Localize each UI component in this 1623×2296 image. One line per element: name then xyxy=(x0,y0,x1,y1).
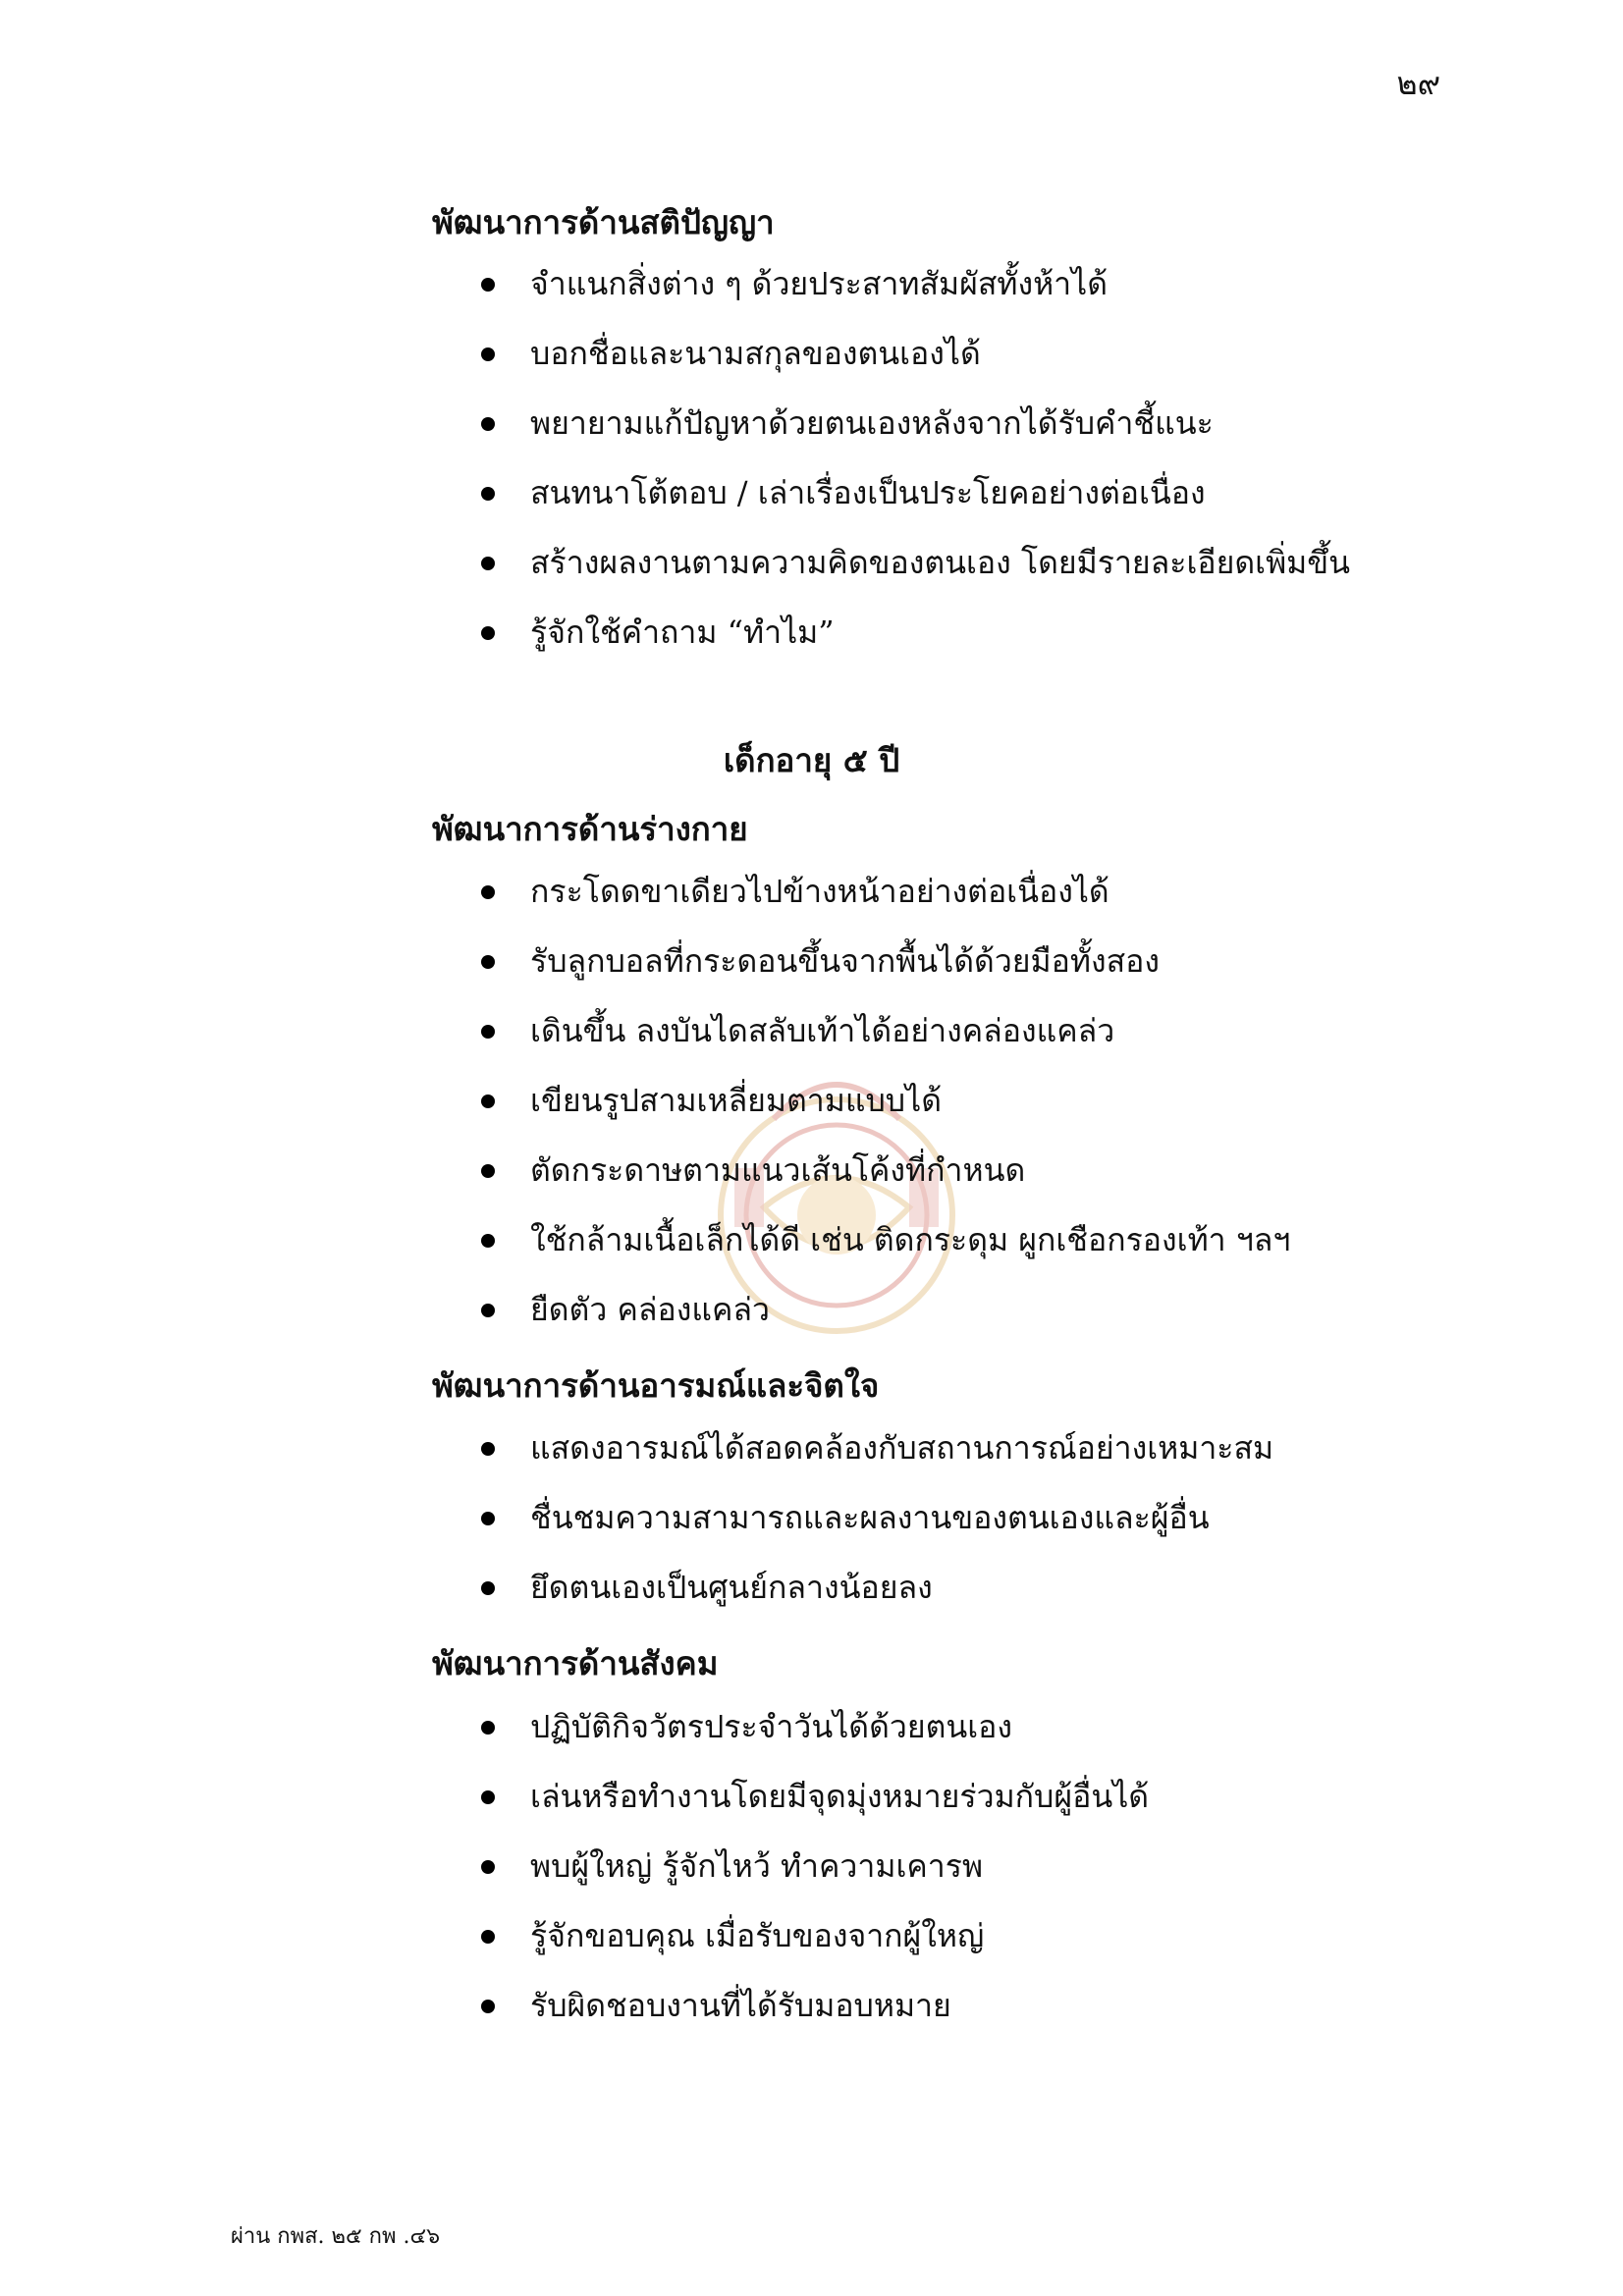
bullet-icon xyxy=(481,1860,495,1874)
bullet-list-intellect xyxy=(0,249,1350,667)
bullet-icon xyxy=(481,278,495,292)
list-item: พบผู้ใหญ่ รู้จักไหว้ ทำความเคารพ xyxy=(0,1832,1149,1901)
bullet-icon xyxy=(481,885,495,899)
list-item: ปฏิบัติกิจวัตรประจำวันได้ด้วยตนเอง xyxy=(0,1692,1149,1762)
bullet-icon xyxy=(481,1790,495,1804)
bullet-icon xyxy=(481,955,495,969)
list-item: แสดงอารมณ์ได้สอดคล้องกับสถานการณ์อย่างเหมาะสม xyxy=(0,1414,1273,1483)
list-item: กระโดดขาเดียวไปข้างหน้าอย่างต่อเนื่องได้ xyxy=(0,857,1290,927)
bullet-icon xyxy=(481,1721,495,1735)
list-item: พยายามแก้ปัญหาด้วยตนเองหลังจากได้รับคำชี้แนะ xyxy=(0,389,1350,458)
list-item: ยืดตัว คล่องแคล่ว xyxy=(0,1275,1290,1345)
section-heading-emotional: พัฒนาการด้านอารมณ์และจิตใจ xyxy=(432,1366,880,1405)
section-heading-intellect: พัฒนาการด้านสติปัญญา xyxy=(432,203,775,241)
section-heading-physical: พัฒนาการด้านร่างกาย xyxy=(432,810,748,848)
list-item: รู้จักใช้คำถาม “ทำไม” xyxy=(0,598,1350,667)
list-item: รับลูกบอลที่กระดอนขึ้นจากพื้นได้ด้วยมือทั้งสอง xyxy=(0,927,1290,996)
list-item: รู้จักขอบคุณ เมื่อรับของจากผู้ใหญ่ xyxy=(0,1901,1149,1971)
list-item: ตัดกระดาษตามแนวเส้นโค้งที่กำหนด xyxy=(0,1136,1290,1205)
bullet-list-physical xyxy=(0,857,1290,1345)
list-item: เล่นหรือทำงานโดยมีจุดมุ่งหมายร่วมกับผู้อื่นได้ xyxy=(0,1762,1149,1832)
bullet-icon xyxy=(481,557,495,570)
bullet-icon xyxy=(481,1095,495,1108)
bullet-icon xyxy=(481,1304,495,1317)
bullet-icon xyxy=(481,2000,495,2013)
list-item: เดินขึ้น ลงบันไดสลับเท้าได้อย่างคล่องแคล่ว xyxy=(0,996,1290,1066)
bullet-icon xyxy=(481,1025,495,1039)
list-item: ยึดตนเองเป็นศูนย์กลางน้อยลง xyxy=(0,1553,1273,1623)
list-item: สนทนาโต้ตอบ / เล่าเรื่องเป็นประโยคอย่างต่อเนื่อง xyxy=(0,458,1350,528)
bullet-icon xyxy=(481,626,495,640)
bullet-icon xyxy=(481,1234,495,1248)
bullet-icon xyxy=(481,1442,495,1456)
bullet-icon xyxy=(481,1581,495,1595)
bullet-icon xyxy=(481,417,495,431)
list-item: ชื่นชมความสามารถและผลงานของตนเองและผู้อื่น xyxy=(0,1483,1273,1553)
list-item: สร้างผลงานตามความคิดของตนเอง โดยมีรายละเอียดเพิ่มขึ้น xyxy=(0,528,1350,598)
section-heading-social: พัฒนาการด้านสังคม xyxy=(432,1644,719,1682)
list-item: เขียนรูปสามเหลี่ยมตามแบบได้ xyxy=(0,1066,1290,1136)
page-number: ๒๙ xyxy=(1396,65,1440,102)
bullet-icon xyxy=(481,487,495,501)
bullet-list-social xyxy=(0,1692,1149,2041)
bullet-icon xyxy=(481,1930,495,1944)
bullet-list-emotional xyxy=(0,1414,1273,1623)
footer-note: ผ่าน กพส. ๒๕ กพ .๔๖ xyxy=(231,2224,441,2249)
list-item: บอกชื่อและนามสกุลของตนเองได้ xyxy=(0,319,1350,389)
bullet-icon xyxy=(481,1512,495,1525)
list-item: ใช้กล้ามเนื้อเล็กได้ดี เช่น ติดกระดุม ผูกเชือกรองเท้า ฯลฯ xyxy=(0,1205,1290,1275)
bullet-icon xyxy=(481,1164,495,1178)
list-item: รับผิดชอบงานที่ได้รับมอบหมาย xyxy=(0,1971,1149,2041)
bullet-icon xyxy=(481,347,495,361)
age-title: เด็กอายุ ๕ ปี xyxy=(723,741,900,779)
list-item: จำแนกสิ่งต่าง ๆ ด้วยประสาทสัมผัสทั้งห้าได้ xyxy=(0,249,1350,319)
